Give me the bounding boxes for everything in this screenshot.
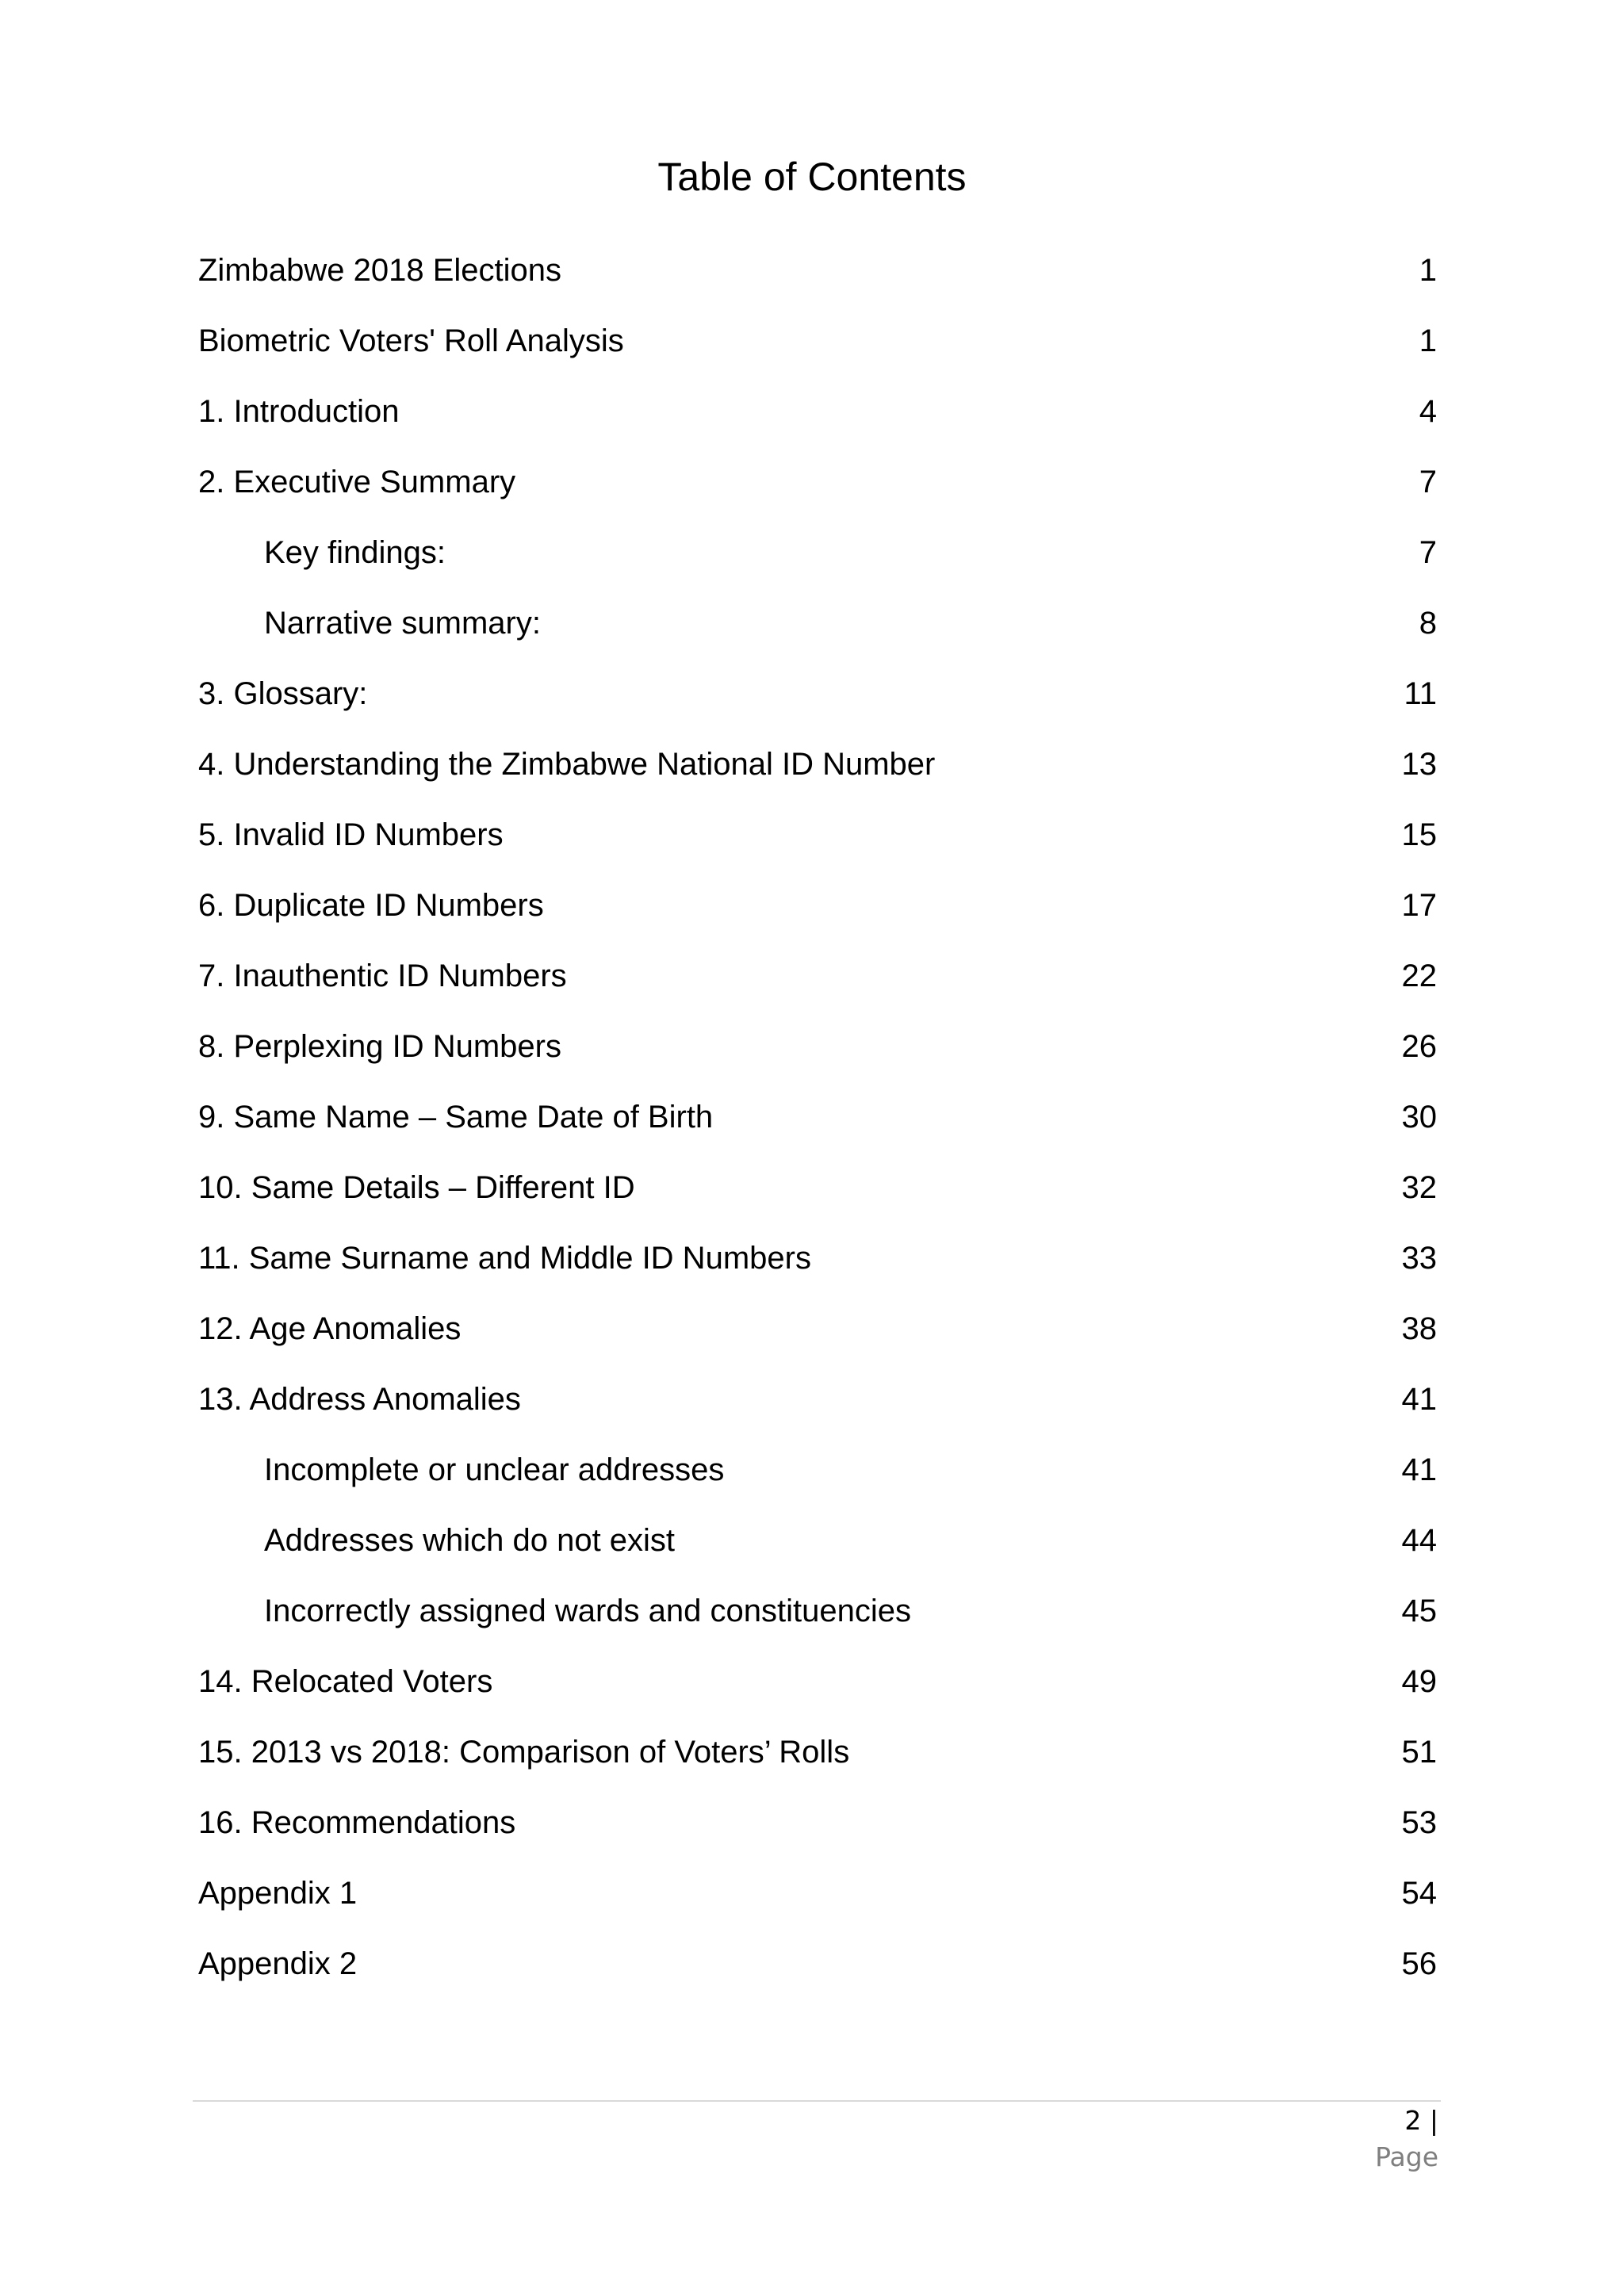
toc-entry-title: 2. Executive Summary [198,465,516,499]
toc-entry-page-number: 4 [1419,394,1437,429]
toc-entry-title: 4. Understanding the Zimbabwe National ID Number [198,747,936,782]
toc-entry-title: 10. Same Details – Different ID [198,1170,635,1205]
toc-entry-page-number: 22 [1401,959,1437,993]
toc-entry-page-number: 8 [1419,606,1437,641]
toc-entry-page-number: 26 [1401,1029,1437,1064]
toc-entry-title: Incomplete or unclear addresses [264,1452,725,1487]
toc-entry[interactable] [198,1788,1437,1858]
toc-entry-title: Narrative summary: [264,606,541,641]
toc-entry-title: Biometric Voters' Roll Analysis [198,323,624,358]
toc-entry-page-number: 32 [1401,1170,1437,1205]
toc-entry[interactable] [198,1576,1437,1647]
toc-entry[interactable] [198,729,1437,800]
toc-entry[interactable] [198,1506,1437,1576]
toc-entry-title: 12. Age Anomalies [198,1311,462,1346]
toc-entry[interactable] [198,588,1437,659]
toc-entry[interactable] [198,306,1437,377]
toc-title: Table of Contents [657,155,967,199]
toc-entry-page-number: 7 [1419,535,1437,570]
toc-entry-title: 5. Invalid ID Numbers [198,817,504,852]
toc-entry-title: Zimbabwe 2018 Elections [198,253,562,288]
toc-entry[interactable] [198,1153,1437,1223]
toc-entry-title: 8. Perplexing ID Numbers [198,1029,561,1064]
toc-entry[interactable] [198,1082,1437,1153]
toc-entry-title: Appendix 2 [198,1946,358,1981]
toc-entry-title: 15. 2013 vs 2018: Comparison of Voters’ Rolls [198,1735,850,1770]
toc-entry[interactable] [198,871,1437,941]
toc-entry-page-number: 45 [1401,1594,1437,1628]
toc-entry-title: 14. Relocated Voters [198,1664,493,1699]
toc-entry-title: 3. Glossary: [198,676,368,711]
toc-entry-title: 13. Address Anomalies [198,1382,521,1417]
toc-entry-page-number: 56 [1401,1946,1437,1981]
toc-entry-page-number: 11 [1404,676,1437,711]
toc-entry-page-number: 49 [1401,1664,1437,1699]
toc-entry-page-number: 15 [1401,817,1437,852]
toc-entry[interactable] [198,1364,1437,1435]
toc-entry-page-number: 33 [1401,1241,1437,1276]
toc-entry-page-number: 1 [1419,323,1437,358]
page-footer [1375,2103,1438,2175]
toc-entry-page-number: 53 [1401,1805,1437,1840]
toc-entry[interactable] [198,1012,1437,1082]
page-number: 2 | [1404,2105,1438,2136]
toc-entry[interactable] [198,1858,1437,1929]
toc-entry[interactable] [198,659,1437,729]
toc-entry-title: 16. Recommendations [198,1805,516,1840]
toc-entry[interactable] [198,800,1437,871]
toc-entry[interactable] [198,1435,1437,1506]
toc-entry-page-number: 7 [1419,465,1437,499]
toc-entry-title: Incorrectly assigned wards and constituencies [264,1594,911,1628]
footer-divider [193,2100,1441,2102]
toc-entry-page-number: 54 [1401,1876,1437,1911]
toc-entry-title: Appendix 1 [198,1876,358,1911]
toc-entry-title: Addresses which do not exist [264,1523,676,1558]
toc-entry-title: 7. Inauthentic ID Numbers [198,959,567,993]
toc-entry-title: 1. Introduction [198,394,400,429]
toc-entry[interactable] [198,1294,1437,1364]
toc-entry[interactable] [198,377,1437,447]
toc-entry-page-number: 1 [1419,253,1437,288]
toc-entry-page-number: 44 [1401,1523,1437,1558]
toc-entry[interactable] [198,235,1437,306]
toc-entry-page-number: 13 [1401,747,1437,782]
toc-entry[interactable] [198,1223,1437,1294]
toc-entry-page-number: 30 [1401,1100,1437,1135]
toc-entry-page-number: 51 [1401,1735,1437,1770]
toc-entry[interactable] [198,447,1437,518]
toc-entry-title: 9. Same Name – Same Date of Birth [198,1100,714,1135]
toc-entry-title: Key findings: [264,535,446,570]
toc-entry-title: 6. Duplicate ID Numbers [198,888,544,923]
toc-entry[interactable] [198,1929,1437,1999]
toc-entry[interactable] [198,1717,1437,1788]
toc-entry[interactable] [198,1647,1437,1717]
toc-entry-page-number: 17 [1401,888,1437,923]
toc-entry[interactable] [198,518,1437,588]
toc-entry-page-number: 38 [1401,1311,1437,1346]
toc-entry-page-number: 41 [1401,1382,1437,1417]
toc-entry-page-number: 41 [1401,1452,1437,1487]
toc-entry-title: 11. Same Surname and Middle ID Numbers [198,1241,811,1276]
page-label: Page [1375,2141,1438,2172]
toc-entry[interactable] [198,941,1437,1012]
toc-list [198,235,1437,1999]
